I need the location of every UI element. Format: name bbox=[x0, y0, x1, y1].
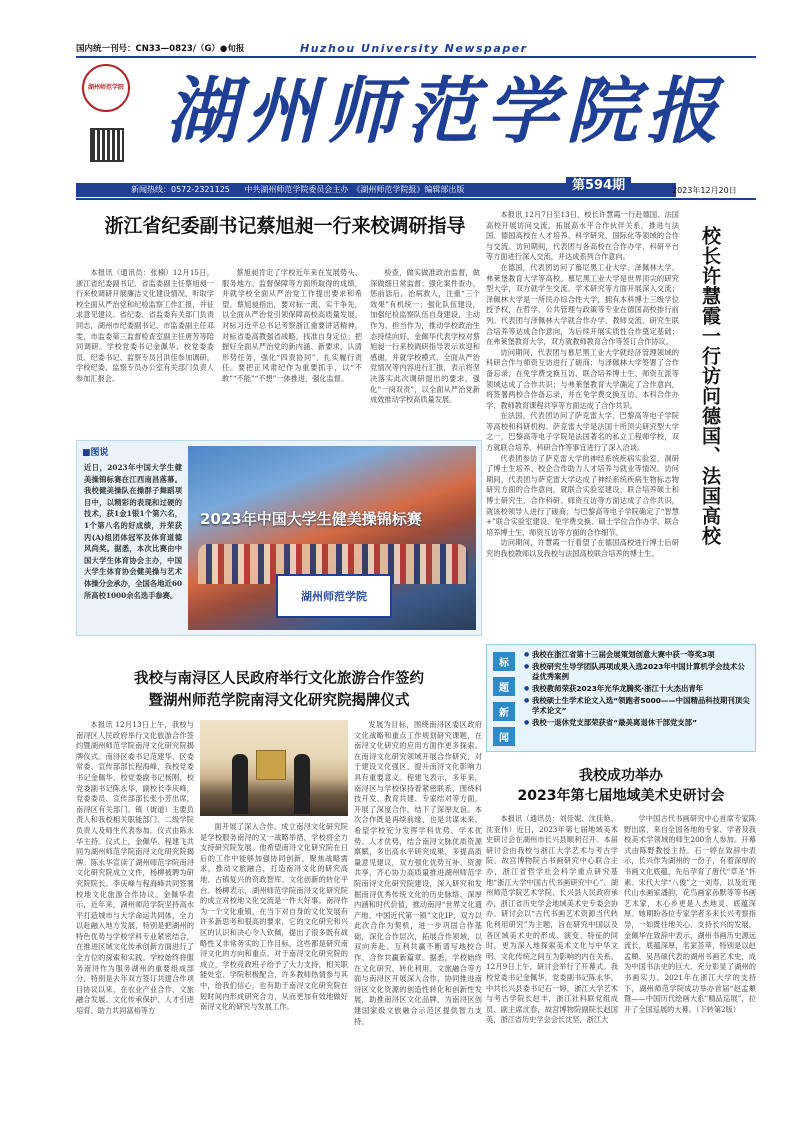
article1-col2-text: 蔡旭昶肯定了学校近年来在发展势头、服务地方、监督保障等方面所取得的成绩，并就学校全面从严治党工作提出要求和希望。蔡旭昶指出，要对标一流、实干争先，以全面从严治党引领保障高校高质量发展，对标习近平总书记考察浙江重要讲话精神，对标省委高教强省战略，找准自身定位；把握好全面从严治党的新内涵、新要求，认清形势任务，强化“四责协同”，扎实履行责任。要把正风肃纪作为重要抓手，以“不敢”“不能”“不想”一体推进，强化监督。 bbox=[222, 268, 362, 383]
article4-col1 bbox=[486, 814, 618, 1120]
aerobics-team-photo bbox=[188, 446, 476, 630]
person-right bbox=[294, 754, 310, 814]
article3-title-line2: 暨湖州师范学院南浔文化研究院揭牌仪式 bbox=[148, 693, 410, 709]
article1-col2 bbox=[222, 268, 362, 436]
photo-caption-text: 近日，2023年中国大学生健美操锦标赛在江西南昌落幕。我校健美操队在操群子舞蹈项目中，以精彩的表现和过硬的技术，获1金1银1个第六名，1个第八名的好成绩，并荣获丙(A)组团体冠军及体育道德风尚奖。据悉，本次比赛由中国大学生体育协会主办，中国大学生体育协会健美操与艺术体操分会承办，全国各地近60所高校1000余名选手参赛。 bbox=[84, 463, 182, 600]
photo-banner: 2023年中国大学生健美操锦标赛 bbox=[200, 510, 422, 528]
article3-title bbox=[76, 668, 482, 712]
issue-date: 2023年12月20日 bbox=[672, 186, 737, 195]
tag-4: 闻 bbox=[493, 727, 515, 746]
news-item[interactable]: ● 我校教师荣获2023年光华龙腾奖·浙江十大杰出青年 bbox=[524, 684, 750, 694]
article2-p2: 在德国，代表团访问了慕尼黑工业大学、泽佩林大学、弗莱堡教育大学等高校。慕尼黑工业大学是世界顶尖的研究型大学，双方就学生交流、学术研究等方面开展深入交流；泽佩林大学是一所民办综合性大学，拥有本科博士三级学位授予权，在哲学、公共管理与政策等专业在德国高校排行前列。代表团与泽佩林大学就合作办学、教师交流、研究生联合培养等达成合作意向，为后续开展实质性合作奠定基础；在弗莱堡教育大学，双方就教师教育合作等签订合作协议。 bbox=[486, 262, 679, 347]
qr-code[interactable] bbox=[90, 128, 124, 162]
issue-number: 第594期 bbox=[566, 177, 631, 194]
masthead-bottom-rule bbox=[76, 198, 756, 200]
article4-col1-text: 本报讯（通讯员：刘佳妮、沈佳艳、沈亚伟）近日，2023年第七届地域美术史研讨会在湖州市长兴县顺利召开。本届研讨会由我校与浙江大学艺术与考古学院、故宫博物院古书画研究中心联合主办，浙江省哲学社会科学重点研究基地“浙江大学中国古代书画研究中心”、湖州师范学院艺术学院、长兴县人民政府承办，浙江省历史学会地域美术史专委会协办。研讨会以“古代书画艺术资源当代转化利用研究”为主题，旨在研究中国以及各区域美术史的形成、演变、特征的同时，更为深入地探索美术文化与中华文明、文化传统之间互为影响的内在关系。12月9日上午，研讨会举行了开幕式。我校党委书记金佩华，党委副书记陈永华，中共长兴县委书记石一婷，浙江大学艺术与考古学院长赵丰，浙江社科联党组成员、副主席沈春，故宫博物院副院长赵国英，浙江省历史学会会长沈坚，浙江大 bbox=[486, 814, 618, 1025]
article3-col2 bbox=[200, 822, 348, 1120]
article2-title: 校长许慧霞一行访问德国、法国高校 bbox=[699, 226, 721, 546]
news-item[interactable]: ● 我校硕士生学术论文入选“领跑者5000——中国精品科技期刊顶尖学术论文” bbox=[524, 696, 750, 716]
masthead-rule bbox=[76, 56, 756, 58]
article3-col3 bbox=[354, 720, 482, 1120]
article3-col1-text: 本报讯 12月13日上午，我校与南浔区人民政府举行文化旅游合作签约暨湖州师范学院南浔文化研究院揭牌仪式。南浔区委书记范建华、区委常委、宣传部部长程海峰，我校党委书记金佩华、校党委副书记杨刚，校党委副书记陈永华，副校长李庆峰，党委委员、宣传部部长张小芳出席，南浔区有关部门、镇（街道）主要负责人和我校相关职能部门、二级学院负责人及师生代表参加。仪式由陈永华主持。仪式上，金佩华、程建飞共同为湖州师范学院南浔文化研究院揭牌。陈永华宣读了湖州师范学院南浔文化研究院成立文件，杨柳被聘为研究院院长。李庆峰与程海峰共同签署校地文化旅游合作协议。金佩华表示，近年来，湖州师范学院坚持高水平打造城市与大学命运共同体，全力以赴融入地方发展，特别是把湖州的特色优势与学校学科专业紧密结合，在推进区域文化传承创新方面进行了全方位的探索和实践。学校始终将服务南浔作为服务湖州的重要组成部分，特别是去年双方签订共建合作项目协议以来，在农业产业合作、文旅融合发展、文化传承保护、人才引进培育、助力共同富裕等方 bbox=[76, 720, 194, 1016]
university-logo bbox=[82, 64, 130, 112]
article1-col3-text: 检查，做实做准政治监督，做深做细日常监督；强化案件查办，惩前毖后，治病救人，注重“三个效果”有机统一；强化队伍建设，加强纪检监察队伍自身建设，主动作为、担当作为，推动学校政治生态持续向好。金佩华代表学校对蔡旭昶一行来校调研指导表示欢迎和感谢，并就学校模式、全面从严治党情况等内容进行汇报，表示将坚决落实此次调研提出的要求，强化“一岗双责”，以全面从严治党新成效推动学校高质量发展。 bbox=[370, 268, 480, 405]
article4-title-line1: 我校成功举办 bbox=[579, 768, 663, 784]
publisher: 中共湖州师范学院委员会主办 《湖州师范学院报》编辑部出版 bbox=[244, 185, 465, 194]
signing-ceremony-photo bbox=[200, 720, 348, 816]
article4-title bbox=[486, 766, 756, 806]
article2-body bbox=[486, 210, 679, 626]
news-item[interactable]: ● 我校研究生导学团队再项成果入选2023年中国计算机学会技术公益优秀案例 bbox=[524, 662, 750, 682]
article3-col2-text: 面开展了深入合作。成立南浔文化研究院是学校服务南浔的又一战略举措，学校将全力支持研究院发展。他希望南浔文化研究院在日后的工作中能够加强协同创新，聚焦战略需求，推动文旅融合，打造南浔文化的研究高地、古镇复兴的资政智库、文化创新的转化平台。杨柳表示，湖州师范学院南浔文化研究院的成立对校地文化交流是一件大好事。南浔作为一个文化重镇，在当下对自身的文化发展有许多新思考和很高的要求，它的文化研究和兴区的认识和决心令人钦佩，提出了很多既有战略性又非常务实的工作目标，这些都是研究南浔文化的方向和重点。对于南浔文化研究院的成立，学校竞政班子给予了大力支持，相关职能处室、学院积极配合，许多教师热情参与其中，给我们信心，也有助于南浔文化研究院在短时间内形成研究合力，从而更加有效地做好南浔文化的研究与发展工作。 bbox=[200, 822, 348, 1012]
article2-p5: 代表团参访了萨克雷大学的神经系统疾病实验室，洞研了博士生培养、校企合作助力人才培养与就业等情况。访问期间，代表团与萨克雷大学达成了神经系统疾病生物标志物研究方面的合作意向，就联合实验室建设、联合培养硕士和博士研究生、合作科研、师资互访等方面达成了合作共识，就该校领导人进行了磋商；与巴黎高等电子学院确定了“智慧+”联合实验室建设、免学费交换、硕士学位合作办学、联合培养博士生、师资互访等方面的合作细节。 bbox=[486, 453, 679, 537]
article2-p3: 访问期间，代表团与慕尼黑工业大学就经济管理领域的科研合作与师资互访进行了磋商；与泽佩林大学签署了合作备忘录，在免学费交换互访、联合培养博士生、师资互派等领域达成了合作共识；与弗莱堡教育大学确定了合作意向，将签署两校合作备忘录，并在免学费交换互访、本科合作办学、教师教育课程共享等方面达成了合作共识。 bbox=[486, 347, 679, 410]
flag-text: 湖州师范学院 bbox=[301, 590, 367, 603]
issn-line: 国内统一刊号：CN33—0823/（G）●旬报 bbox=[76, 44, 245, 54]
logo-text: 湖州师范学院 bbox=[88, 84, 125, 91]
article4-title-line2: 2023年第七届地域美术史研讨会 bbox=[517, 788, 725, 804]
article3-title-line1: 我校与南浔区人民政府举行文化旅游合作签约 bbox=[134, 671, 424, 687]
article4-col2 bbox=[624, 814, 756, 1120]
article3-col3-text: 发展为目标，围绕南浔区委区政府文化战略和重点工作规划研究课题，在南浔文化研究的应用方面作更多探索。在南浔文化研究领域开展合作研究，对于建设文化强区，提升南浔文化影响力具有重要意义。程建飞表示，多年来，南浔区与学校保持着紧密联系，围绕科技开发、教育共建、专家结对等方面，开展了深度合作，结下了深厚友谊。本次合作既是再续前缘，也是共谋未来。希望学校充分发挥学科优势、学术优势、人才优势，结合南浔文脉优质资源禀赋，多出高水平研究成果，多提高质量意见建议，双方强化优势互补、资源共享，齐心协力高质量推进湖州师范学院南浔文化研究院建设，深入研究和发掘南浔优秀传统文化的历史脉络、深厚内涵和时代价值，推动南浔“世界文化遗产地、中国近代第一镇”文化IP，双方以此次合作为契机，进一步巩固合作基础，深化合作层次，拓展合作领域，以双向奔赴、互利共赢不断谱写地校合作、合作共赢新篇章。据悉，学校始终在文化研究、转化利用、文旅融合等方面与南浔区开展深入合作，协同推进南浔区文化资源的创造性转化和创新性发展，助推南浔区文化品牌，为南浔区创建国家级文旅融合示范区提供智力支持。 bbox=[354, 720, 482, 1026]
person-left bbox=[232, 754, 248, 814]
article1-col1 bbox=[76, 268, 214, 436]
tag-1: 标 bbox=[493, 652, 515, 671]
plaque bbox=[256, 750, 286, 780]
photo-caption-label: ■图说 bbox=[82, 448, 109, 458]
article1-col3 bbox=[370, 268, 480, 436]
article2-p4: 在法国，代表团访问了萨克雷大学、巴黎高等电子学院等高校和科研机构。萨克雷大学是法国十所顶尖研究型大学之一，巴黎高等电子学院是法国著名的私立工程师学校，双方就联合培养、科研合作等事宜进行了深入洽谈。 bbox=[486, 411, 679, 453]
article1-col1-text: 本报讯（通讯员：张楠）12月15日，浙江省纪委副书记、省监委副主任蔡旭昶一行来校调研开展廉洁文化建设情况，听取学校全面从严治党和纪检监察工作汇报，并征求意见建议。省纪委、省监委有关部门负责同志，湖州市纪委副书记、市监委副主任邓雯，市监委第三监督检查室副主任唐芳等陪同调研。学校党委书记金佩华、校党委委员、纪委书记、监察专员吕洪佳参加调研，学校纪委、监察专员办公室有关部门负责人参加汇报会。 bbox=[76, 268, 214, 383]
news-item[interactable]: ● 我校一退休党支部荣获省“最美离退休干部党支部” bbox=[524, 718, 750, 728]
news-item[interactable]: ● 我校在浙江省第十三届会展策划创意大赛中获一等奖3项 bbox=[524, 650, 750, 660]
newspaper-title: 湖州师范学院报 bbox=[166, 68, 727, 153]
english-title: Huzhou University Newspaper bbox=[300, 42, 528, 55]
issue-area bbox=[566, 174, 631, 193]
article4-col2-text: 学中国古代书画研究中心首席专家陈野出席，来自全国各地的专家、学者及我校美术学领域的师生200余人参加。开幕式由陈野教授主持。石一婷在致辞中表示，长兴作为湖州的一份子，有着深厚的书画文化底蕴，先后孕育了唐代“草圣”怀素、宋代大学“八俊”之一刘寿，以及近现代山水画家潘韵，花鸟画家孙默等等书画艺术家，木心乡更是人杰地灵、底蕴深厚。她期盼各位专家学者多来长兴考察指导，一如既往地关心、支持长兴的发展。金佩华在致辞中表示，湖州书画历史源远流长，底蕴深厚，名家荟萃，特别是以赵孟頫、吴昌硕代表的湖州书画艺术史，成为中国书法史的巨大、充分彰显了湖州的书画实力。2021年在浙江大学的支持下，湖州师范学院成功举办首届“赵孟頫暨——中国历代绘画大系”精品巡展”，拉开了全国巡展的大幕。（下转第2版） bbox=[624, 814, 756, 1014]
headline-news-list bbox=[524, 650, 750, 730]
tag-3: 新 bbox=[493, 702, 515, 721]
article2-p6: 访问期间，许慧霞一行看望了在德国高校进行博士后研究的我校教师以及我校与法国高校联合培养的博士生。 bbox=[486, 538, 679, 558]
headline-news-tags bbox=[493, 652, 515, 746]
article1-title: 浙江省纪委副书记蔡旭昶一行来校调研指导 bbox=[104, 215, 466, 237]
article2-p1: 本报讯 12月7日至13日，校长许慧霞一行赴德国、法国高校开展访问交流，拓展高水平合作伙伴关系，推进与法国、德国高校在人才培养、科学研究、国际化等领域的合作与交流。访问期间，代表团与各高校在合作办学、科研平台等方面进行深入交流，并达成系列合作意向。 bbox=[486, 210, 679, 262]
team-flag bbox=[276, 574, 392, 618]
tag-2: 题 bbox=[493, 677, 515, 696]
article3-col1 bbox=[76, 720, 194, 1120]
hotline: 新闻热线：0572-2321125 bbox=[131, 185, 230, 194]
